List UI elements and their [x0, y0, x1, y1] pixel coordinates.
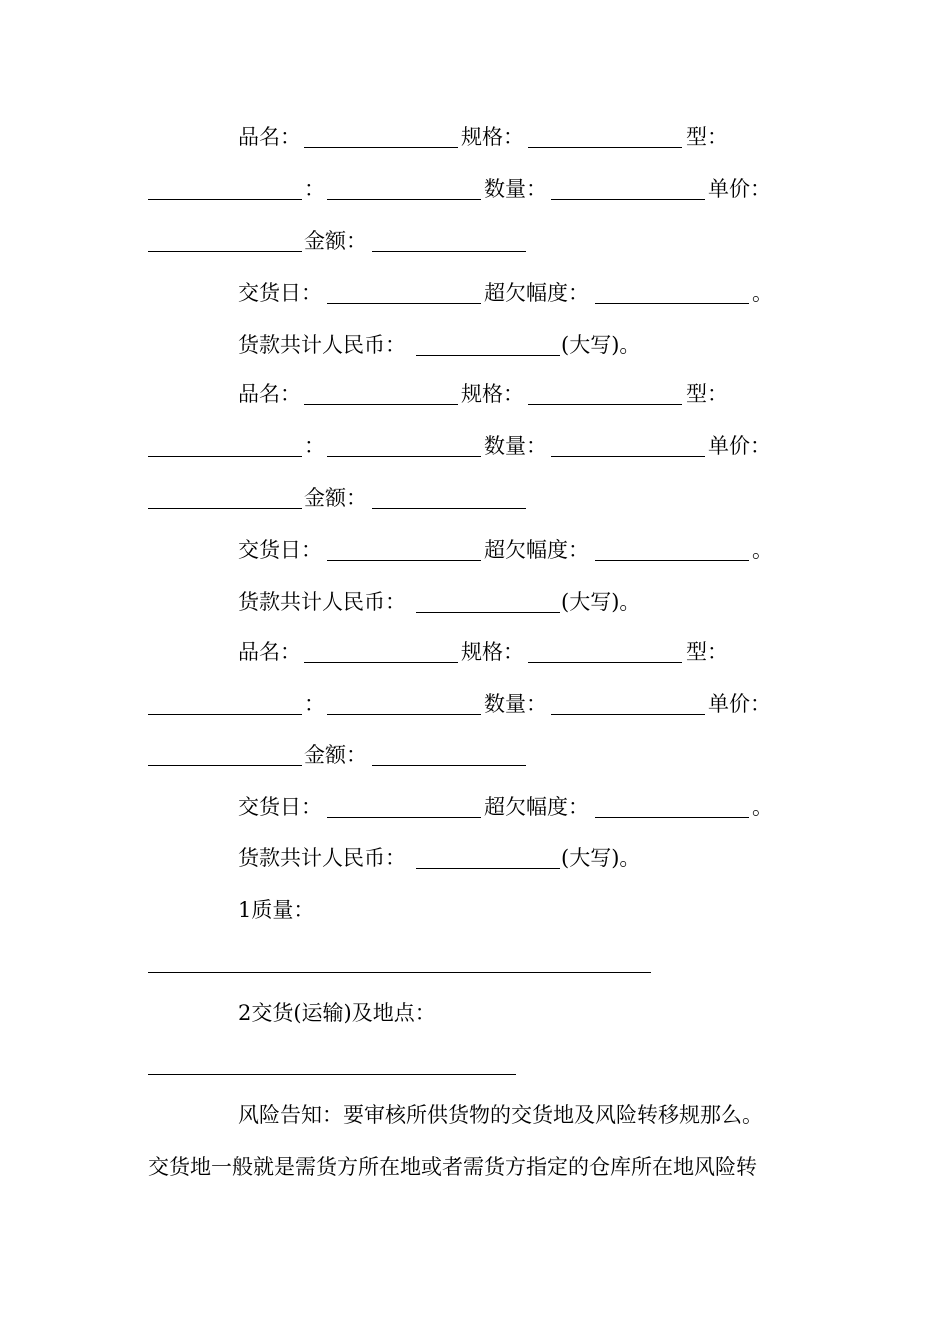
item-1-delivery-line: [0, 275, 950, 311]
risk-notice-text-2: 交货地一般就是需货方所在地或者需货方指定的仓库所在地风险转: [148, 1155, 757, 1179]
unnamed-field-blank[interactable]: [327, 199, 481, 200]
amount-label: 金额：: [304, 486, 367, 510]
total-amount-blank[interactable]: [416, 612, 560, 613]
product-name-blank[interactable]: [304, 404, 458, 405]
quantity-label: 数量：: [484, 177, 547, 201]
model-label: 型：: [686, 382, 728, 406]
delivery-date-label: 交货日：: [238, 795, 322, 819]
tolerance-blank[interactable]: [595, 560, 749, 561]
risk-notice-line-2: [0, 1149, 950, 1185]
spec-blank[interactable]: [528, 404, 682, 405]
amount-blank[interactable]: [372, 765, 526, 766]
item-3-name-spec-line: [0, 634, 950, 670]
quantity-label: 数量：: [484, 434, 547, 458]
quantity-blank[interactable]: [551, 714, 705, 715]
unnamed-field-blank[interactable]: [327, 714, 481, 715]
quantity-label: 数量：: [484, 692, 547, 716]
colon-label: ：: [304, 177, 325, 201]
item-1-model-quantity-line: [0, 171, 950, 207]
model-label: 型：: [686, 125, 728, 149]
item-2-model-quantity-line: [0, 428, 950, 464]
total-amount-label: 货款共计人民币：: [238, 590, 406, 614]
total-amount-label: 货款共计人民币：: [238, 333, 406, 357]
item-2-amount-line: [0, 480, 950, 516]
risk-notice-line-1: [0, 1097, 950, 1133]
product-name-label: 品名：: [238, 640, 301, 664]
model-label: 型：: [686, 640, 728, 664]
capital-note: (大写)。: [561, 846, 641, 870]
unit-price-label: 单价：: [708, 692, 771, 716]
product-name-blank[interactable]: [304, 662, 458, 663]
amount-label: 金额：: [304, 743, 367, 767]
delivery-transport-heading: 2交货(运输)及地点：: [238, 1001, 436, 1025]
quantity-blank[interactable]: [551, 199, 705, 200]
capital-note: (大写)。: [561, 590, 641, 614]
quality-heading: 1质量：: [238, 898, 315, 922]
unit-price-blank[interactable]: [148, 251, 302, 252]
risk-notice-text-1: 风险告知：要审核所供货物的交货地及风险转移规那么。: [238, 1103, 763, 1127]
period-mark: 。: [752, 795, 773, 819]
item-1-total-line: [0, 327, 950, 363]
delivery-date-blank[interactable]: [327, 303, 481, 304]
delivery-blank-line: [0, 1046, 950, 1082]
tolerance-label: 超欠幅度：: [484, 281, 589, 305]
period-mark: 。: [752, 281, 773, 305]
amount-blank[interactable]: [372, 508, 526, 509]
unit-price-blank[interactable]: [148, 508, 302, 509]
item-2-delivery-line: [0, 532, 950, 568]
total-amount-blank[interactable]: [416, 868, 560, 869]
unit-price-blank[interactable]: [148, 765, 302, 766]
tolerance-blank[interactable]: [595, 817, 749, 818]
item-3-delivery-line: [0, 789, 950, 825]
delivery-date-label: 交货日：: [238, 538, 322, 562]
delivery-place-blank[interactable]: [148, 1074, 516, 1075]
delivery-date-label: 交货日：: [238, 281, 322, 305]
capital-note: (大写)。: [561, 333, 641, 357]
amount-label: 金额：: [304, 229, 367, 253]
spec-blank[interactable]: [528, 662, 682, 663]
tolerance-label: 超欠幅度：: [484, 795, 589, 819]
item-3-model-quantity-line: [0, 686, 950, 722]
spec-blank[interactable]: [528, 147, 682, 148]
unit-price-label: 单价：: [708, 177, 771, 201]
total-amount-label: 货款共计人民币：: [238, 846, 406, 870]
item-1-amount-line: [0, 223, 950, 259]
spec-label: 规格：: [461, 640, 524, 664]
colon-label: ：: [304, 692, 325, 716]
total-amount-blank[interactable]: [416, 355, 560, 356]
quality-blank-line: [0, 944, 950, 980]
item-3-amount-line: [0, 737, 950, 773]
delivery-heading-line: [0, 995, 950, 1031]
product-name-blank[interactable]: [304, 147, 458, 148]
amount-blank[interactable]: [372, 251, 526, 252]
item-1-name-spec-line: [0, 119, 950, 155]
quality-blank[interactable]: [148, 972, 651, 973]
product-name-label: 品名：: [238, 125, 301, 149]
quality-heading-line: [0, 892, 950, 928]
tolerance-label: 超欠幅度：: [484, 538, 589, 562]
model-blank[interactable]: [148, 714, 302, 715]
model-blank[interactable]: [148, 456, 302, 457]
quantity-blank[interactable]: [551, 456, 705, 457]
spec-label: 规格：: [461, 125, 524, 149]
item-2-name-spec-line: [0, 376, 950, 412]
colon-label: ：: [304, 434, 325, 458]
spec-label: 规格：: [461, 382, 524, 406]
delivery-date-blank[interactable]: [327, 817, 481, 818]
item-2-total-line: [0, 584, 950, 620]
item-3-total-line: [0, 840, 950, 876]
unit-price-label: 单价：: [708, 434, 771, 458]
model-blank[interactable]: [148, 199, 302, 200]
tolerance-blank[interactable]: [595, 303, 749, 304]
unnamed-field-blank[interactable]: [327, 456, 481, 457]
period-mark: 。: [752, 538, 773, 562]
delivery-date-blank[interactable]: [327, 560, 481, 561]
product-name-label: 品名：: [238, 382, 301, 406]
